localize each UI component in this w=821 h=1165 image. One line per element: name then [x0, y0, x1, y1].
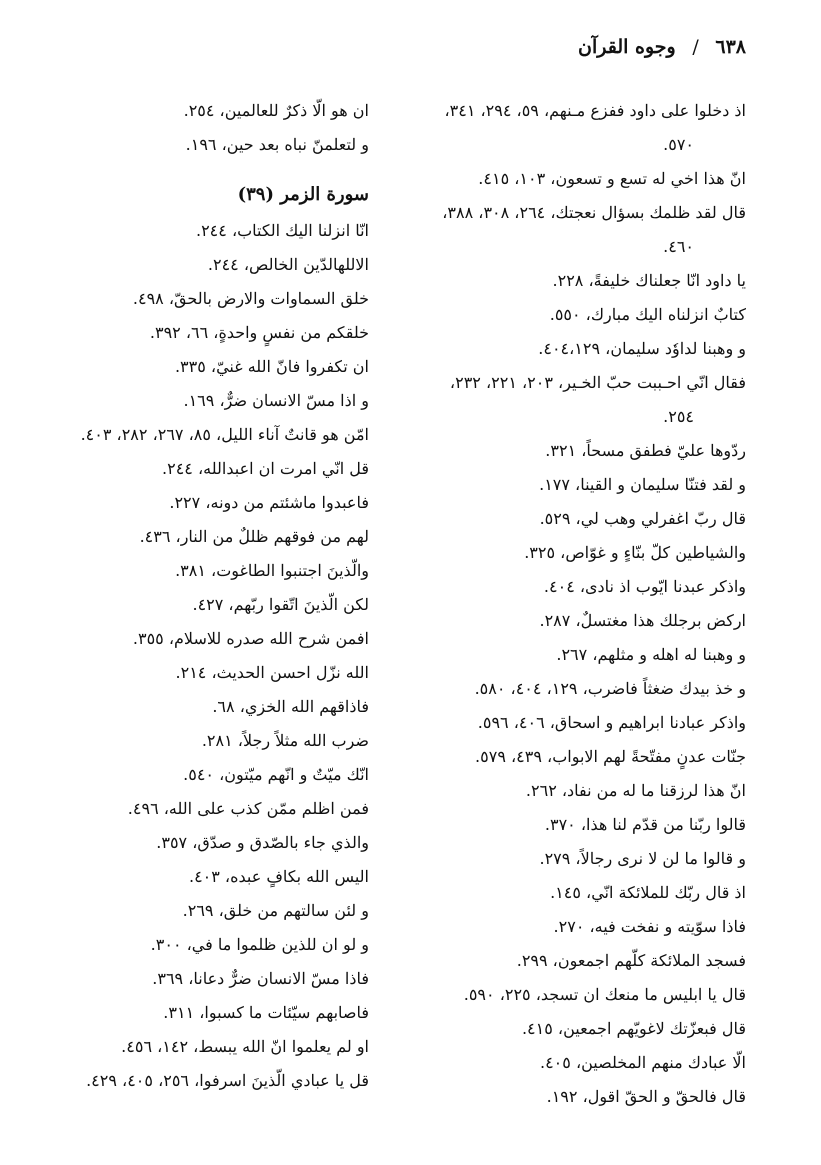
index-entry: قال فبعزّتك لاغويّهم اجمعين، ٤١٥.	[521, 1019, 746, 1038]
index-entry: افمن شرح الله صدره للاسلام، ٣٥٥.	[132, 629, 369, 648]
index-entry-continuation: ٤٦٠.	[663, 237, 694, 256]
index-entry: و لو ان للذين ظلموا ما في، ٣٠٠.	[150, 935, 369, 954]
index-entry: اركض برجلك هذا مغتسلٌ، ٢٨٧.	[539, 611, 746, 630]
header-separator: /	[692, 36, 699, 58]
index-entry: فاعبدوا ماشئتم من دونه، ٢٢٧.	[169, 493, 369, 512]
index-entry: فسجد الملائكة كلّهم اجمعون، ٢٩٩.	[516, 951, 746, 970]
index-entry: امّن هو قانتٌ آناء الليل، ٨٥، ٢٦٧، ٢٨٢، ٤٠٣.	[80, 425, 369, 444]
page-number: ٦٣٨	[715, 36, 746, 58]
section-spacer	[0, 162, 369, 176]
index-entry: يا داود انّا جعلناك خليفةً، ٢٢٨.	[552, 271, 746, 290]
index-entry: فاصابهم سيّئات ما كسبوا، ٣١١.	[163, 1003, 369, 1022]
left-column	[0, 94, 369, 1098]
index-entry: فاذا سوّيته و نفخت فيه، ٢٧٠.	[553, 917, 746, 936]
index-entry: و لئن سالتهم من خلق، ٢٦٩.	[182, 901, 369, 920]
index-entry: لكن الّذينَ اتّقوا ربّهم، ٤٢٧.	[192, 595, 369, 614]
index-entry: فاذا مسّ الانسان ضرٌّ دعانا، ٣٦٩.	[152, 969, 369, 988]
index-entry-continuation: ٥٧٠.	[663, 135, 694, 154]
index-entry: الاللهالدّين الخالص، ٢٤٤.	[207, 255, 369, 274]
index-entry: و خذ بيدك ضغثاً فاضرب، ١٢٩، ٤٠٤، ٥٨٠.	[474, 679, 746, 698]
surah-heading: سورة الزمر (٣٩)	[237, 184, 369, 205]
index-entry: قال يا ابليس ما منعك ان تسجد، ٢٢٥، ٥٩٠.	[463, 985, 746, 1004]
index-entry: والشياطين كلّ بنّاءٍ و غوّاص، ٣٢٥.	[524, 543, 746, 562]
index-entry: انّك ميّتٌ و انّهم ميّتون، ٥٤٠.	[183, 765, 369, 784]
index-entry: انّ هذا لرزقنا ما له من نفاد، ٢٦٢.	[525, 781, 746, 800]
index-entry: لهم من فوقهم ظللٌ من النار، ٤٣٦.	[139, 527, 369, 546]
index-entry: واذكر عبدنا ايّوب اذ نادى، ٤٠٤.	[543, 577, 746, 596]
book-title: وجوه القرآن	[578, 36, 676, 58]
index-entry: ان هو الّا ذكرٌ للعالمين، ٢٥٤.	[183, 101, 369, 120]
running-head	[578, 36, 746, 58]
index-entry: و وهبنا له اهله و مثلهم، ٢٦٧.	[556, 645, 746, 664]
index-entry: اذ دخلوا على داود ففزع مـنهم، ٥٩، ٢٩٤، ٣٤١،	[444, 101, 746, 120]
index-entry: او لم يعلموا انّ الله يبسط، ١٤٢، ٤٥٦.	[121, 1037, 369, 1056]
index-entry: الّا عبادك منهم المخلصين، ٤٠٥.	[539, 1053, 746, 1072]
index-entry: ردّوها عليّ فطفق مسحاً، ٣٢١.	[545, 441, 746, 460]
index-entry: قل يا عبادي الّذينَ اسرفوا، ٢٥٦، ٤٠٥، ٤٢٩.	[86, 1071, 369, 1090]
index-entry: و اذا مسّ الانسان ضرٌّ، ١٦٩.	[183, 391, 369, 410]
index-entry: خلقكم من نفسٍ واحدةٍ، ٦٦، ٣٩٢.	[149, 323, 369, 342]
index-entry: قال فالحقّ و الحقّ اقول، ١٩٢.	[546, 1087, 746, 1106]
index-entry: و وهبنا لداوٗد سليمان، ٤٠٤،١٢٩.	[538, 339, 746, 358]
index-entry: قال لقد ظلمك بسؤال نعجتك، ٢٦٤، ٣٠٨، ٣٨٨،	[442, 203, 746, 222]
index-entry: فقال انّي احـببت حبّ الخـير، ٢٠٣، ٢٢١، ٢٣٢،	[449, 373, 746, 392]
index-entry: انّا انزلنا اليك الكتاب، ٢٤٤.	[195, 221, 369, 240]
index-entry: فمن اظلم ممّن كذب على الله، ٤٩٦.	[127, 799, 369, 818]
right-column	[386, 94, 746, 1114]
index-entry: واذكر عبادنا ابراهيم و اسحاق، ٤٠٦، ٥٩٦.	[477, 713, 746, 732]
index-entry: اذ قال ربّك للملائكة انّي، ١٤٥.	[550, 883, 746, 902]
index-entry-continuation: ٢٥٤.	[663, 407, 694, 426]
index-entry: فاذاقهم الله الخزي، ٦٨.	[212, 697, 369, 716]
index-entry: الله نزّل احسن الحديث، ٢١٤.	[175, 663, 369, 682]
index-entry: والذي جاء بالصّدق و صدّق، ٣٥٧.	[156, 833, 369, 852]
index-entry: و لقد فتنّا سليمان و القينا، ١٧٧.	[539, 475, 746, 494]
index-entry: و قالوا ما لن لا نرى رجالاً، ٢٧٩.	[539, 849, 746, 868]
index-entry: ان تكفروا فانّ الله غنيّ، ٣٣٥.	[174, 357, 369, 376]
index-entry: قالوا ربّنا من قدّم لنا هذا، ٣٧٠.	[544, 815, 746, 834]
index-entry: و لتعلمنّ نباه بعد حين، ١٩٦.	[185, 135, 369, 154]
index-entry: قل انّي امرت ان اعبدالله، ٢٤٤.	[162, 459, 369, 478]
index-entry: خلق السماوات والارض بالحقّ، ٤٩٨.	[132, 289, 369, 308]
index-entry: والّذينَ اجتنبوا الطاغوت، ٣٨١.	[175, 561, 369, 580]
index-entry: قال ربّ اغفرلي وهب لي، ٥٢٩.	[539, 509, 746, 528]
index-entry: ضرب الله مثلاً رجلاً، ٢٨١.	[201, 731, 369, 750]
index-entry: كتابٌ انزلناه اليك مبارك، ٥٥٠.	[549, 305, 746, 324]
index-entry: انّ هذا اخي له تسع و تسعون، ١٠٣، ٤١٥.	[478, 169, 746, 188]
index-entry: جنّات عدنٍ مفتّحةً لهم الابواب، ٤٣٩، ٥٧٩.	[475, 747, 746, 766]
index-entry: اليس الله بكافٍ عبده، ٤٠٣.	[188, 867, 369, 886]
